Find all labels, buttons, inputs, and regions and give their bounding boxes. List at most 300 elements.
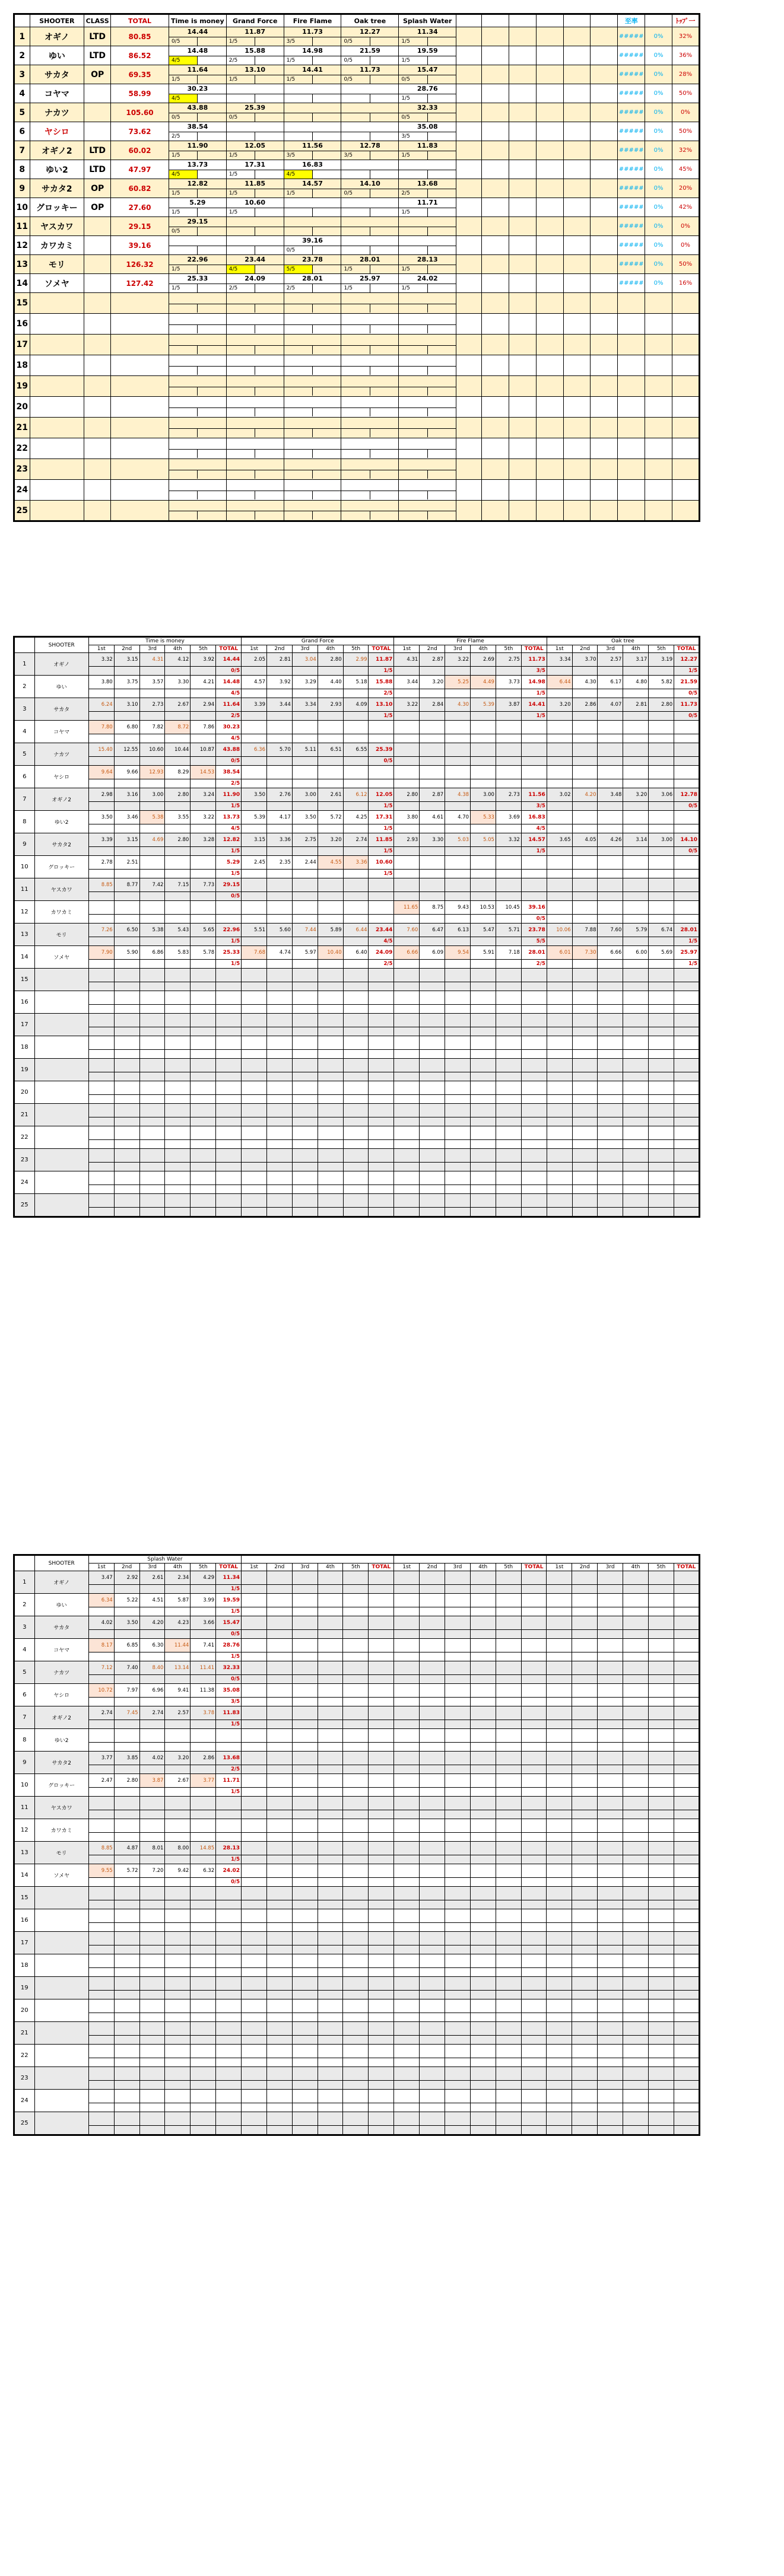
event-score — [341, 377, 398, 387]
round-time — [572, 1171, 598, 1185]
round-time — [292, 766, 318, 779]
round-mark — [420, 2103, 445, 2112]
event-cell — [169, 27, 226, 46]
round-time: 7.12 — [88, 1661, 114, 1675]
shooter-name — [30, 459, 84, 480]
round-time: 3.77 — [88, 1752, 114, 1765]
detail-row — [14, 1932, 700, 1945]
event-penalty-row — [284, 246, 341, 254]
event-total — [521, 1729, 547, 1743]
event-penalty — [216, 2058, 242, 2067]
round-time — [191, 2022, 216, 2036]
round-mark — [547, 892, 572, 901]
round-mark — [292, 1005, 318, 1014]
round-mark — [114, 1072, 139, 1081]
round-mark — [139, 1185, 165, 1194]
event-cell — [169, 501, 226, 521]
round-time: 2.80 — [165, 833, 191, 847]
round-time — [266, 2067, 292, 2081]
round-time — [649, 811, 674, 824]
round-mark — [623, 960, 649, 969]
event-total — [521, 1059, 547, 1072]
event-score — [341, 315, 398, 325]
blank-cell — [509, 84, 536, 103]
event-penalty — [227, 132, 255, 141]
event-total — [369, 721, 394, 734]
round-mark — [420, 1855, 445, 1864]
round-time — [572, 811, 598, 824]
shooter-name: コヤマ — [34, 1639, 88, 1661]
round-mark — [598, 2013, 623, 2022]
event-cell — [169, 198, 226, 217]
round-time — [420, 1999, 445, 2013]
event-total — [216, 1081, 242, 1095]
round-mark — [496, 1810, 521, 1819]
round-time — [292, 2067, 318, 2081]
event-penalty-row — [284, 37, 341, 46]
round-mark — [496, 1991, 521, 1999]
event-blank — [370, 491, 398, 499]
round-time — [547, 1194, 572, 1208]
round-time — [496, 1977, 521, 1991]
round-mark — [598, 1652, 623, 1661]
event-penalty — [216, 1900, 242, 1909]
round-header: 3rd — [139, 1564, 165, 1571]
event-total — [521, 2045, 547, 2058]
event-cell — [284, 355, 341, 376]
shooter-name: オギノ — [34, 653, 88, 676]
round-time — [343, 766, 369, 779]
round-time — [343, 1616, 369, 1630]
round-time — [266, 1081, 292, 1095]
shooter-name — [30, 314, 84, 335]
round-header: 2nd — [266, 645, 292, 653]
round-header: 3rd — [598, 645, 623, 653]
event-penalty: 0/5 — [216, 1878, 242, 1887]
round-time — [266, 1752, 292, 1765]
round-time — [343, 901, 369, 915]
round-mark — [445, 802, 471, 811]
blank-cell — [591, 438, 618, 459]
round-mark — [88, 1050, 114, 1059]
event-cell — [341, 480, 399, 501]
round-mark — [598, 1991, 623, 1999]
shooter-name: カワカミ — [34, 901, 88, 924]
round-mark — [242, 667, 267, 676]
round-mark — [242, 779, 267, 788]
event-penalty-row — [227, 491, 284, 499]
detail-row-sub — [14, 2103, 700, 2112]
round-mark — [88, 2013, 114, 2022]
round-mark — [266, 847, 292, 856]
row-number: 5 — [14, 1661, 35, 1684]
event-penalty: 1/5 — [216, 937, 242, 946]
round-mark — [88, 1968, 114, 1977]
round-mark — [343, 1878, 369, 1887]
row-number: 12 — [14, 1819, 35, 1842]
round-mark — [191, 779, 216, 788]
event-penalty — [369, 2058, 394, 2067]
round-time: 5.65 — [191, 924, 216, 937]
round-header: 3rd — [445, 1564, 470, 1571]
round-time: 3.22 — [394, 698, 420, 712]
round-mark — [139, 1027, 165, 1036]
round-mark — [242, 960, 267, 969]
round-time — [420, 1661, 445, 1675]
round-mark — [191, 1991, 216, 1999]
event-blank — [312, 56, 341, 65]
round-mark — [114, 1027, 139, 1036]
event-total: 13.10 — [369, 698, 394, 712]
event-score — [341, 440, 398, 450]
pct2-cell: 0% — [672, 217, 699, 236]
round-time — [445, 1639, 470, 1652]
round-mark — [88, 1185, 114, 1194]
round-time — [470, 1616, 496, 1630]
event-cell — [169, 459, 226, 480]
event-score — [227, 460, 284, 470]
round-time — [139, 1081, 165, 1095]
round-mark — [496, 1005, 521, 1014]
round-mark — [420, 1185, 445, 1194]
event-cell — [341, 84, 399, 103]
round-time — [165, 2022, 191, 2036]
round-time — [114, 1149, 139, 1163]
round-time: 6.51 — [318, 743, 343, 757]
event-penalty-row — [169, 56, 226, 65]
summary-row — [14, 160, 700, 179]
blank-cell — [591, 46, 618, 65]
blank-cell — [509, 103, 536, 122]
round-mark — [649, 982, 674, 991]
round-time — [318, 1059, 343, 1072]
detail-row-sub — [14, 1208, 700, 1217]
round-time — [88, 1954, 114, 1968]
round-time — [191, 1171, 216, 1185]
round-mark — [572, 1027, 598, 1036]
round-time — [623, 1171, 649, 1185]
event-penalty — [169, 470, 197, 479]
round-time: 3.20 — [623, 788, 649, 802]
event-blank — [197, 387, 226, 396]
round-mark — [266, 892, 292, 901]
row-number: 14 — [14, 946, 35, 969]
round-time — [343, 1126, 369, 1140]
event-penalty — [284, 491, 312, 499]
event-total: 15.88 — [369, 676, 394, 689]
round-mark — [470, 1923, 496, 1932]
round-mark — [191, 1072, 216, 1081]
round-mark — [598, 689, 623, 698]
round-time — [266, 1014, 292, 1027]
round-mark — [114, 2036, 139, 2045]
round-time: 2.67 — [165, 1774, 191, 1788]
round-time — [139, 1059, 165, 1072]
rate-cell — [618, 335, 645, 355]
round-mark — [191, 2013, 216, 2022]
round-mark — [318, 1991, 343, 1999]
round-time: 10.53 — [471, 901, 496, 915]
event-penalty — [284, 132, 312, 141]
round-time: 4.69 — [139, 833, 165, 847]
event-total: 25.39 — [369, 743, 394, 757]
round-mark — [139, 1095, 165, 1104]
round-mark — [292, 1878, 318, 1887]
event-penalty-row — [399, 304, 456, 313]
round-mark — [191, 2126, 216, 2135]
round-time — [470, 2112, 496, 2126]
round-time — [547, 1661, 572, 1675]
round-mark — [165, 1072, 191, 1081]
round-time — [445, 1661, 470, 1675]
round-mark — [420, 1117, 445, 1126]
event-penalty: 1/5 — [171, 285, 180, 291]
round-time — [648, 1977, 674, 1991]
event-penalty-row — [341, 304, 398, 313]
blank-cell — [456, 122, 482, 141]
round-time — [547, 1149, 572, 1163]
event-penalty — [369, 1675, 394, 1684]
detail-row-sub — [14, 2013, 700, 2022]
event-total — [216, 969, 242, 982]
round-mark — [165, 2036, 191, 2045]
round-mark — [445, 689, 471, 698]
round-time: 7.18 — [496, 946, 521, 960]
round-time — [394, 1036, 420, 1050]
round-time — [394, 1729, 420, 1743]
round-mark — [242, 1117, 267, 1126]
event-penalty-row — [227, 170, 284, 179]
row-number: 3 — [14, 698, 35, 721]
round-mark — [114, 1185, 139, 1194]
round-time — [649, 766, 674, 779]
round-header: TOTAL — [521, 645, 547, 653]
event-cell — [341, 274, 399, 293]
round-mark — [445, 667, 471, 676]
round-mark — [318, 1652, 343, 1661]
event-blank — [255, 304, 283, 313]
round-time — [420, 1149, 445, 1163]
event-total — [674, 2112, 699, 2126]
pct2-cell: 28% — [672, 65, 699, 84]
round-time — [445, 2045, 470, 2058]
round-mark — [394, 1900, 420, 1909]
round-mark — [648, 1607, 674, 1616]
round-mark — [445, 2036, 470, 2045]
round-mark — [470, 1833, 496, 1842]
round-mark — [547, 870, 572, 878]
round-mark — [445, 2013, 470, 2022]
event-blank — [255, 429, 283, 437]
round-mark — [547, 1991, 572, 1999]
blank-cell — [481, 141, 509, 160]
round-mark — [266, 960, 292, 969]
event-score — [399, 356, 456, 367]
pct2-cell: 32% — [672, 141, 699, 160]
round-time: 3.66 — [191, 1616, 216, 1630]
pct-cell — [645, 480, 672, 501]
round-time — [623, 1149, 649, 1163]
round-mark — [445, 1720, 470, 1729]
event-total — [521, 721, 547, 734]
shooter-name: ヤスカワ — [30, 217, 84, 236]
round-time — [88, 991, 114, 1005]
event-penalty — [341, 304, 369, 313]
event-blank — [197, 429, 226, 437]
event-score — [227, 84, 284, 94]
event-score — [341, 122, 398, 132]
round-time — [114, 1909, 139, 1923]
row-number: 6 — [14, 1684, 35, 1706]
detail-row — [14, 1594, 700, 1607]
summary-row — [14, 335, 700, 355]
round-time: 4.12 — [165, 653, 191, 667]
round-mark — [242, 1833, 267, 1842]
blank-cell — [563, 293, 591, 314]
total-time: 80.85 — [111, 27, 169, 46]
round-time — [266, 969, 292, 982]
event-cell — [284, 217, 341, 236]
round-mark — [139, 2081, 165, 2090]
round-mark — [547, 1005, 572, 1014]
round-time: 3.19 — [649, 653, 674, 667]
round-time — [649, 878, 674, 892]
blank-cell — [563, 255, 591, 274]
round-mark — [547, 1833, 572, 1842]
event-score: 25.97 — [341, 274, 398, 284]
round-mark — [114, 1607, 139, 1616]
round-time: 8.85 — [88, 878, 114, 892]
round-mark — [165, 1185, 191, 1194]
blank-cell — [536, 397, 563, 418]
pct2-cell — [672, 397, 699, 418]
event-cell — [284, 314, 341, 335]
event-total — [369, 1706, 394, 1720]
event-penalty — [521, 1027, 547, 1036]
round-mark — [114, 2081, 139, 2090]
row-number: 4 — [14, 721, 35, 743]
round-mark — [242, 1698, 267, 1706]
round-time — [623, 1819, 649, 1833]
round-mark — [191, 1698, 216, 1706]
event-total — [369, 991, 394, 1005]
round-time — [292, 1819, 318, 1833]
round-time — [572, 1842, 598, 1855]
round-mark — [445, 1900, 470, 1909]
detail-row-sub — [14, 824, 700, 833]
pct-cell — [645, 397, 672, 418]
rate-cell — [618, 314, 645, 335]
round-time: 2.86 — [572, 698, 598, 712]
pct-header: ﾄｯﾌﾟ一 — [672, 14, 699, 27]
round-mark — [445, 1208, 471, 1217]
event-blank — [197, 227, 226, 235]
round-time: 3.73 — [496, 676, 521, 689]
round-mark — [496, 1185, 521, 1194]
blank-cell — [563, 438, 591, 459]
blank-cell — [563, 141, 591, 160]
round-time: 11.41 — [191, 1661, 216, 1675]
row-number: 1 — [14, 27, 30, 46]
round-mark — [496, 1117, 521, 1126]
event-total: 32.33 — [216, 1661, 242, 1675]
round-time — [547, 1774, 572, 1788]
event-penalty — [369, 1072, 394, 1081]
event-blank — [370, 246, 398, 254]
event-penalty — [369, 1095, 394, 1104]
round-time — [547, 1171, 572, 1185]
event-score: 17.31 — [227, 160, 284, 170]
round-time — [394, 1661, 420, 1675]
round-time — [242, 2067, 267, 2081]
blank-cell — [509, 179, 536, 198]
round-mark — [598, 779, 623, 788]
event-penalty: 0/5 — [401, 77, 410, 82]
round-time: 7.80 — [88, 721, 114, 734]
round-mark — [191, 847, 216, 856]
event-penalty — [674, 915, 700, 924]
event-penalty-row — [341, 346, 398, 354]
event-penalty — [674, 1140, 700, 1149]
event-penalty-row — [227, 246, 284, 254]
round-mark — [572, 2036, 598, 2045]
round-time — [242, 2112, 267, 2126]
summary-row — [14, 314, 700, 335]
round-mark — [191, 734, 216, 743]
event-score — [227, 398, 284, 408]
round-time — [266, 1571, 292, 1585]
event-penalty — [674, 1810, 699, 1819]
round-time: 5.87 — [165, 1594, 191, 1607]
event-blank — [312, 113, 341, 122]
round-time — [572, 2112, 598, 2126]
event-penalty — [169, 450, 197, 458]
detail-row-sub — [14, 1900, 700, 1909]
event-total: 14.10 — [674, 833, 700, 847]
event-penalty: 1/5 — [228, 190, 238, 196]
round-time: 4.07 — [598, 698, 623, 712]
event-penalty — [674, 1005, 700, 1014]
blank-cell — [481, 459, 509, 480]
round-time — [547, 2112, 572, 2126]
round-mark — [471, 892, 496, 901]
round-time: 2.51 — [114, 856, 139, 870]
blank-cell — [563, 418, 591, 438]
event-penalty — [227, 511, 255, 520]
round-time: 6.85 — [114, 1639, 139, 1652]
shooter-class — [84, 376, 111, 397]
event-total — [369, 1954, 394, 1968]
event-total — [216, 1194, 242, 1208]
round-mark — [191, 712, 216, 721]
event-penalty-row — [169, 367, 226, 375]
round-mark — [445, 960, 471, 969]
round-mark — [114, 937, 139, 946]
shooter-name — [34, 1999, 88, 2022]
event-penalty — [369, 1900, 394, 1909]
blank-cell — [456, 179, 482, 198]
round-time — [266, 1797, 292, 1810]
round-time — [598, 1594, 623, 1607]
event-penalty: 1/5 — [216, 1652, 242, 1661]
round-mark — [266, 2126, 292, 2135]
round-mark — [242, 1720, 267, 1729]
round-time — [470, 1887, 496, 1900]
round-time — [572, 1932, 598, 1945]
round-time — [242, 1752, 267, 1765]
round-time: 9.43 — [445, 901, 471, 915]
shooter-name: ヤシロ — [34, 1684, 88, 1706]
